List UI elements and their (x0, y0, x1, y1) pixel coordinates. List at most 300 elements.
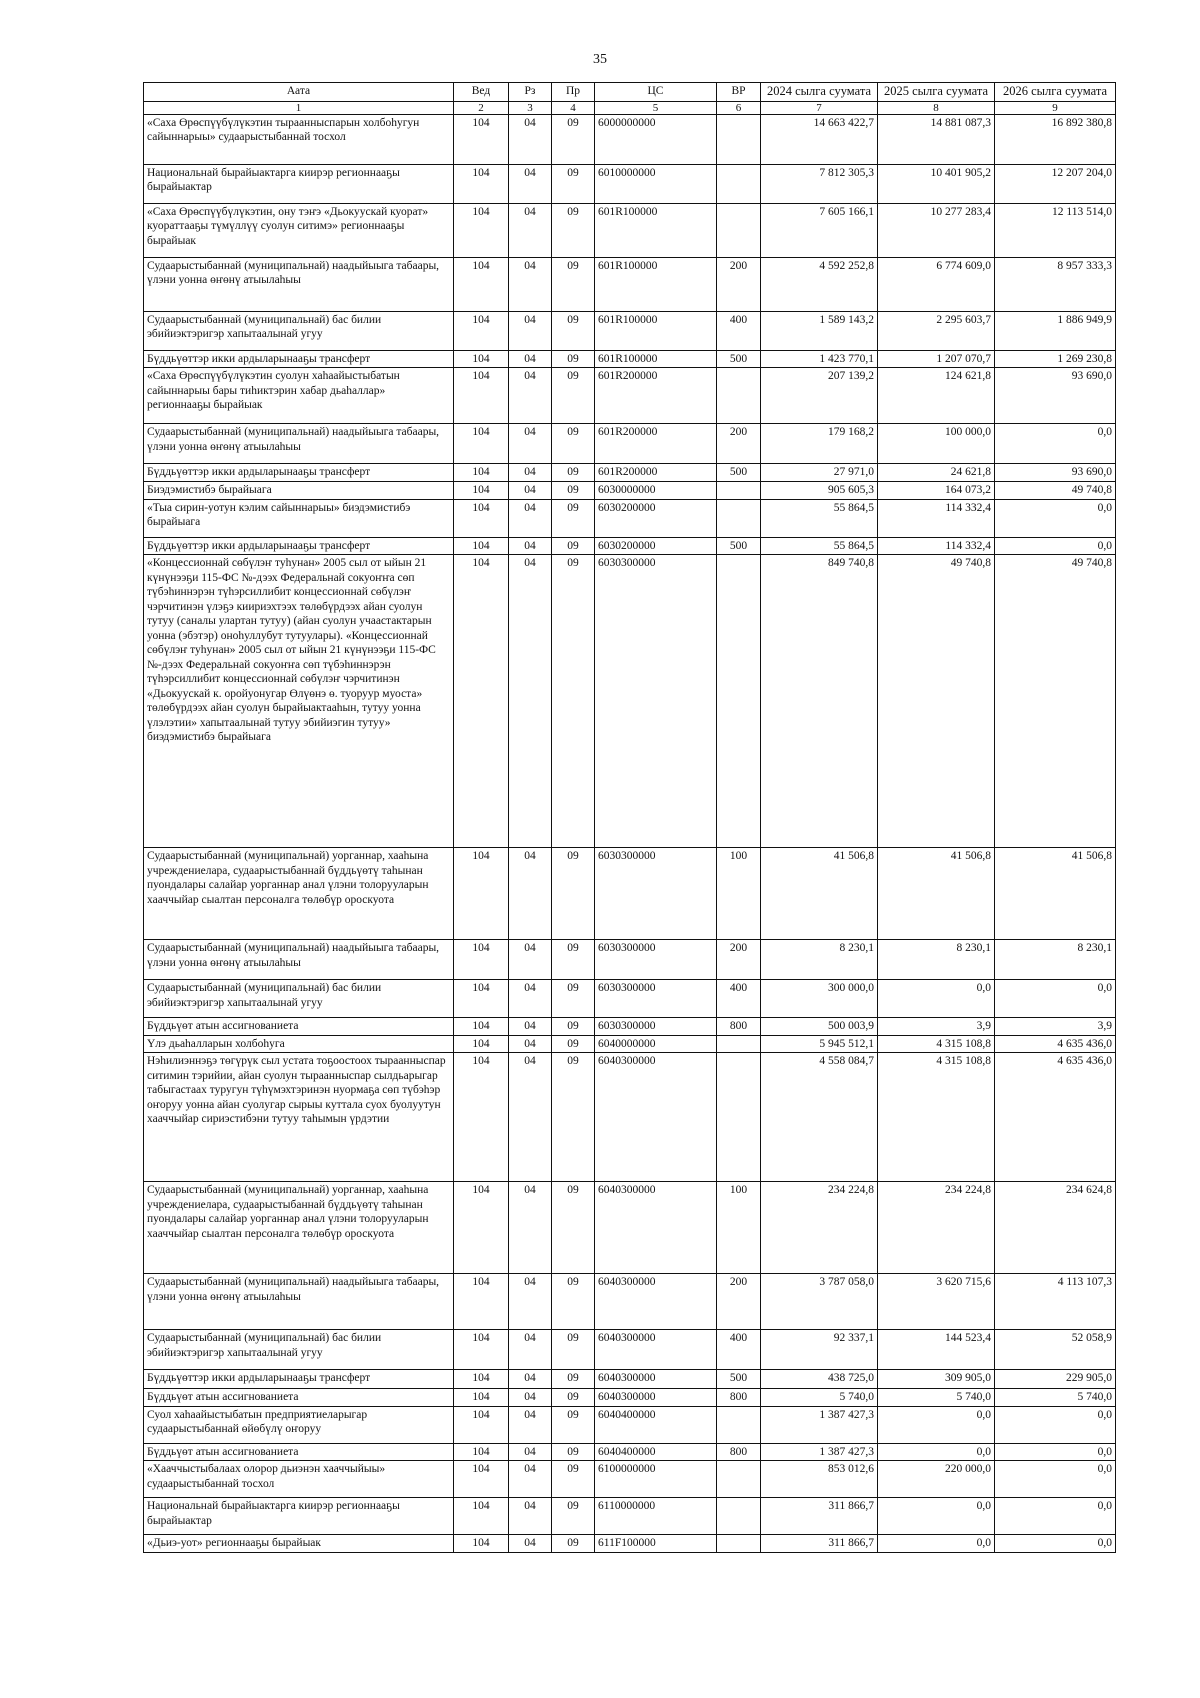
column-number-row (144, 101, 1116, 114)
row-cs: 6040000000 (595, 1035, 717, 1052)
row-vr (717, 1406, 761, 1443)
row-pr: 09 (552, 980, 595, 1018)
table-row (144, 1443, 1116, 1460)
column-number: 7 (761, 101, 878, 114)
row-pr: 09 (552, 1035, 595, 1052)
row-cs: 6040300000 (595, 1330, 717, 1370)
row-amount-2026: 1 886 949,9 (995, 311, 1116, 350)
row-amount-2025: 1 207 070,7 (878, 350, 995, 367)
row-amount-2025: 49 740,8 (878, 555, 995, 848)
row-amount-2024: 1 423 770,1 (761, 350, 878, 367)
row-amount-2025: 5 740,0 (878, 1389, 995, 1406)
row-cs: 611F100000 (595, 1535, 717, 1553)
budget-table (143, 82, 1116, 1553)
header-2024: 2024 сылга суумата (761, 83, 878, 102)
row-name: «Саха Өрөспүүбүлүкэтин, ону тэҥэ «Дьокуускай куорат» куораттааҕы түмүллүү суолун ситимэ» регионнааҕы бырайыак (144, 203, 454, 257)
row-ved: 104 (454, 482, 509, 499)
row-pr: 09 (552, 940, 595, 980)
row-amount-2026: 0,0 (995, 1535, 1116, 1553)
row-ved: 104 (454, 848, 509, 940)
row-amount-2026: 0,0 (995, 424, 1116, 464)
row-vr (717, 1461, 761, 1498)
row-amount-2026: 234 624,8 (995, 1182, 1116, 1274)
row-amount-2025: 4 315 108,8 (878, 1035, 995, 1052)
row-amount-2026: 49 740,8 (995, 482, 1116, 499)
row-amount-2025: 41 506,8 (878, 848, 995, 940)
row-ved: 104 (454, 203, 509, 257)
row-name: «Хааччыстыбалаах олорор дьиэнэн хааччыйыы» судаарыстыбаннай тосхол (144, 1461, 454, 1498)
row-pr: 09 (552, 203, 595, 257)
row-amount-2025: 0,0 (878, 1498, 995, 1535)
row-rz: 04 (509, 499, 552, 537)
row-amount-2025: 220 000,0 (878, 1461, 995, 1498)
row-cs: 6010000000 (595, 164, 717, 203)
row-amount-2024: 14 663 422,7 (761, 114, 878, 164)
row-name: Судаарыстыбаннай (муниципальнай) наадыйыыга табаары, үлэни уонна өҥөнү атыылаһыы (144, 1274, 454, 1330)
row-amount-2025: 8 230,1 (878, 940, 995, 980)
row-ved: 104 (454, 464, 509, 482)
row-name: Судаарыстыбаннай (муниципальнай) уорганнар, хааһына учреждениелара, судаарыстыбаннай бүддьүөтү таһынан пуондалары салайар уорганнар анал үлэни толорууларын хааччыйар сыалтан персоналга төлөбүр ороскуота (144, 848, 454, 940)
header-name: Аата (144, 83, 454, 102)
row-vr: 500 (717, 350, 761, 367)
row-pr: 09 (552, 482, 595, 499)
table-row (144, 1035, 1116, 1052)
row-pr: 09 (552, 1053, 595, 1182)
column-number: 1 (144, 101, 454, 114)
row-amount-2024: 7 605 166,1 (761, 203, 878, 257)
row-amount-2026: 3,9 (995, 1018, 1116, 1035)
header-2025: 2025 сылга суумата (878, 83, 995, 102)
row-amount-2024: 55 864,5 (761, 499, 878, 537)
row-ved: 104 (454, 980, 509, 1018)
row-amount-2024: 300 000,0 (761, 980, 878, 1018)
row-vr (717, 482, 761, 499)
row-rz: 04 (509, 1498, 552, 1535)
row-cs: 6040400000 (595, 1443, 717, 1460)
row-amount-2024: 7 812 305,3 (761, 164, 878, 203)
table-row (144, 1182, 1116, 1274)
row-amount-2024: 905 605,3 (761, 482, 878, 499)
table-row (144, 368, 1116, 424)
row-amount-2026: 4 113 107,3 (995, 1274, 1116, 1330)
row-cs: 601R100000 (595, 311, 717, 350)
row-rz: 04 (509, 464, 552, 482)
row-ved: 104 (454, 537, 509, 554)
row-cs: 601R100000 (595, 203, 717, 257)
row-amount-2024: 311 866,7 (761, 1498, 878, 1535)
row-cs: 6030200000 (595, 537, 717, 554)
row-rz: 04 (509, 257, 552, 311)
row-amount-2026: 16 892 380,8 (995, 114, 1116, 164)
row-amount-2024: 438 725,0 (761, 1370, 878, 1389)
row-rz: 04 (509, 940, 552, 980)
row-pr: 09 (552, 114, 595, 164)
row-ved: 104 (454, 1406, 509, 1443)
row-cs: 601R100000 (595, 257, 717, 311)
column-number: 8 (878, 101, 995, 114)
row-ved: 104 (454, 1182, 509, 1274)
table-row (144, 1406, 1116, 1443)
row-pr: 09 (552, 1182, 595, 1274)
row-amount-2024: 27 971,0 (761, 464, 878, 482)
row-amount-2025: 3 620 715,6 (878, 1274, 995, 1330)
row-vr: 100 (717, 848, 761, 940)
row-cs: 6110000000 (595, 1498, 717, 1535)
row-vr: 400 (717, 311, 761, 350)
row-ved: 104 (454, 499, 509, 537)
row-rz: 04 (509, 482, 552, 499)
header-pr: Пр (552, 83, 595, 102)
row-cs: 6030300000 (595, 940, 717, 980)
table-row (144, 1330, 1116, 1370)
row-amount-2025: 10 401 905,2 (878, 164, 995, 203)
page-number: 35 (593, 52, 607, 67)
row-amount-2024: 1 589 143,2 (761, 311, 878, 350)
table-row (144, 1498, 1116, 1535)
row-ved: 104 (454, 1370, 509, 1389)
row-cs: 6040300000 (595, 1389, 717, 1406)
row-cs: 6040300000 (595, 1370, 717, 1389)
row-rz: 04 (509, 1370, 552, 1389)
row-pr: 09 (552, 1370, 595, 1389)
row-amount-2024: 207 139,2 (761, 368, 878, 424)
row-vr (717, 368, 761, 424)
row-name: Суол хаһаайыстыбатын предприятиеларыгар судаарыстыбаннай өйөбүлү оҥоруу (144, 1406, 454, 1443)
row-amount-2025: 0,0 (878, 980, 995, 1018)
row-ved: 104 (454, 1053, 509, 1182)
row-name: Бүддьүөт атын ассигнованиета (144, 1018, 454, 1035)
row-rz: 04 (509, 1461, 552, 1498)
row-ved: 104 (454, 1035, 509, 1052)
row-rz: 04 (509, 1535, 552, 1553)
row-amount-2026: 12 113 514,0 (995, 203, 1116, 257)
table-row (144, 257, 1116, 311)
row-pr: 09 (552, 424, 595, 464)
header-vr: ВР (717, 83, 761, 102)
row-cs: 6030000000 (595, 482, 717, 499)
row-vr (717, 499, 761, 537)
row-cs: 6100000000 (595, 1461, 717, 1498)
row-rz: 04 (509, 848, 552, 940)
row-cs: 6030300000 (595, 555, 717, 848)
row-amount-2025: 10 277 283,4 (878, 203, 995, 257)
row-rz: 04 (509, 1330, 552, 1370)
row-pr: 09 (552, 257, 595, 311)
row-amount-2024: 4 558 084,7 (761, 1053, 878, 1182)
row-name: Бүддьүөттэр икки ардыларынааҕы трансферт (144, 350, 454, 367)
table-row (144, 1535, 1116, 1553)
row-amount-2024: 41 506,8 (761, 848, 878, 940)
row-pr: 09 (552, 368, 595, 424)
header-rz: Рз (509, 83, 552, 102)
row-amount-2024: 8 230,1 (761, 940, 878, 980)
column-number: 4 (552, 101, 595, 114)
table-row (144, 1389, 1116, 1406)
row-ved: 104 (454, 164, 509, 203)
row-vr (717, 203, 761, 257)
row-ved: 104 (454, 1461, 509, 1498)
row-vr (717, 555, 761, 848)
row-ved: 104 (454, 940, 509, 980)
row-vr: 400 (717, 1330, 761, 1370)
row-name: Национальнай бырайыактарга киирэр регионнааҕы бырайыактар (144, 164, 454, 203)
header-cs: ЦС (595, 83, 717, 102)
row-amount-2026: 49 740,8 (995, 555, 1116, 848)
row-pr: 09 (552, 537, 595, 554)
row-cs: 6030300000 (595, 980, 717, 1018)
row-pr: 09 (552, 311, 595, 350)
row-ved: 104 (454, 1498, 509, 1535)
row-cs: 6030300000 (595, 1018, 717, 1035)
row-pr: 09 (552, 1330, 595, 1370)
row-cs: 601R100000 (595, 350, 717, 367)
table-row (144, 940, 1116, 980)
table-row (144, 164, 1116, 203)
header-ved: Вед (454, 83, 509, 102)
row-pr: 09 (552, 499, 595, 537)
row-amount-2026: 0,0 (995, 1443, 1116, 1460)
table-row (144, 1370, 1116, 1389)
row-pr: 09 (552, 1461, 595, 1498)
row-cs: 6040300000 (595, 1182, 717, 1274)
row-ved: 104 (454, 1389, 509, 1406)
row-amount-2026: 8 957 333,3 (995, 257, 1116, 311)
row-name: Судаарыстыбаннай (муниципальнай) уорганнар, хааһына учреждениелара, судаарыстыбаннай бүддьүөтү таһынан пуондалары салайар уорганнар анал үлэни толорууларын хааччыйар сыалтан персоналга төлөбүр ороскуота (144, 1182, 454, 1274)
row-ved: 104 (454, 1535, 509, 1553)
column-number: 2 (454, 101, 509, 114)
row-amount-2025: 6 774 609,0 (878, 257, 995, 311)
row-amount-2026: 93 690,0 (995, 464, 1116, 482)
row-rz: 04 (509, 1018, 552, 1035)
row-cs: 601R200000 (595, 424, 717, 464)
row-amount-2026: 8 230,1 (995, 940, 1116, 980)
row-vr: 800 (717, 1443, 761, 1460)
row-ved: 104 (454, 1330, 509, 1370)
table-row (144, 537, 1116, 554)
row-amount-2026: 12 207 204,0 (995, 164, 1116, 203)
table-row (144, 555, 1116, 848)
column-number: 9 (995, 101, 1116, 114)
row-vr: 200 (717, 940, 761, 980)
row-amount-2026: 4 635 436,0 (995, 1035, 1116, 1052)
row-name: Нэһилиэннэҕэ төгүрүк сыл устата тоҕоостоох тыраанныспар ситимин тэрийии, айан суолун тыраанныспар сылдьарыгар табыгастаах туругун түһүмэхтэринэн нуормаҕа сөп түбэһэр оҥоруу уонна айан суолугар сырыы куттала суох буолуутун хааччыйар сириэстибэни тутуу таһымын үрдэтии (144, 1053, 454, 1182)
row-vr: 500 (717, 1370, 761, 1389)
row-amount-2025: 0,0 (878, 1406, 995, 1443)
table-row (144, 464, 1116, 482)
row-ved: 104 (454, 424, 509, 464)
table-row (144, 1018, 1116, 1035)
table-row (144, 203, 1116, 257)
table-row (144, 848, 1116, 940)
row-amount-2024: 3 787 058,0 (761, 1274, 878, 1330)
row-name: Үлэ дьаһалларын холбоһуга (144, 1035, 454, 1052)
row-amount-2024: 4 592 252,8 (761, 257, 878, 311)
row-ved: 104 (454, 257, 509, 311)
row-name: Бүддьүөт атын ассигнованиета (144, 1389, 454, 1406)
row-amount-2026: 41 506,8 (995, 848, 1116, 940)
row-ved: 104 (454, 1443, 509, 1460)
row-name: Судаарыстыбаннай (муниципальнай) бас билии эбийиэктэригэр хапытаалынай угуу (144, 980, 454, 1018)
table-row (144, 1461, 1116, 1498)
row-rz: 04 (509, 1182, 552, 1274)
row-amount-2026: 0,0 (995, 980, 1116, 1018)
row-amount-2025: 234 224,8 (878, 1182, 995, 1274)
row-amount-2024: 1 387 427,3 (761, 1406, 878, 1443)
row-vr: 800 (717, 1018, 761, 1035)
row-rz: 04 (509, 1053, 552, 1182)
row-rz: 04 (509, 1389, 552, 1406)
row-rz: 04 (509, 1443, 552, 1460)
row-amount-2024: 92 337,1 (761, 1330, 878, 1370)
row-amount-2025: 309 905,0 (878, 1370, 995, 1389)
row-cs: 6040300000 (595, 1053, 717, 1182)
row-amount-2024: 234 224,8 (761, 1182, 878, 1274)
row-vr (717, 164, 761, 203)
row-name: «Саха Өрөспүүбүлүкэтин суолун хаһаайыстыбатын сайыннарыы бары тиһиктэрин хабар дьаһаллар» регионнааҕы бырайыак (144, 368, 454, 424)
row-amount-2026: 4 635 436,0 (995, 1053, 1116, 1182)
row-rz: 04 (509, 980, 552, 1018)
table-row (144, 980, 1116, 1018)
header-row (144, 83, 1116, 102)
row-amount-2025: 114 332,4 (878, 499, 995, 537)
row-amount-2024: 179 168,2 (761, 424, 878, 464)
table-body (144, 114, 1116, 1552)
row-rz: 04 (509, 1035, 552, 1052)
row-pr: 09 (552, 1018, 595, 1035)
row-amount-2025: 0,0 (878, 1535, 995, 1553)
row-vr (717, 114, 761, 164)
row-rz: 04 (509, 424, 552, 464)
row-amount-2024: 5 740,0 (761, 1389, 878, 1406)
row-cs: 6000000000 (595, 114, 717, 164)
row-name: Судаарыстыбаннай (муниципальнай) наадыйыыга табаары, үлэни уонна өҥөнү атыылаһыы (144, 940, 454, 980)
row-rz: 04 (509, 311, 552, 350)
row-vr: 800 (717, 1389, 761, 1406)
row-name: Судаарыстыбаннай (муниципальнай) бас билии эбийиэктэригэр хапытаалынай угуу (144, 311, 454, 350)
row-cs: 601R200000 (595, 368, 717, 424)
row-amount-2026: 1 269 230,8 (995, 350, 1116, 367)
row-name: Судаарыстыбаннай (муниципальнай) наадыйыыга табаары, үлэни уонна өҥөнү атыылаһыы (144, 424, 454, 464)
row-vr (717, 1053, 761, 1182)
row-ved: 104 (454, 1274, 509, 1330)
row-amount-2025: 2 295 603,7 (878, 311, 995, 350)
row-amount-2026: 93 690,0 (995, 368, 1116, 424)
row-vr: 500 (717, 537, 761, 554)
row-amount-2026: 52 058,9 (995, 1330, 1116, 1370)
table-row (144, 482, 1116, 499)
row-pr: 09 (552, 1274, 595, 1330)
row-ved: 104 (454, 311, 509, 350)
row-amount-2026: 0,0 (995, 1406, 1116, 1443)
row-pr: 09 (552, 1406, 595, 1443)
row-amount-2025: 24 621,8 (878, 464, 995, 482)
row-amount-2024: 849 740,8 (761, 555, 878, 848)
row-vr: 100 (717, 1182, 761, 1274)
row-name: «Дьиэ-уот» регионнааҕы бырайыак (144, 1535, 454, 1553)
row-name: Бүддьүөттэр икки ардыларынааҕы трансферт (144, 464, 454, 482)
row-pr: 09 (552, 1535, 595, 1553)
row-amount-2026: 0,0 (995, 1461, 1116, 1498)
row-amount-2026: 0,0 (995, 537, 1116, 554)
header-2026: 2026 сылга суумата (995, 83, 1116, 102)
row-ved: 104 (454, 114, 509, 164)
row-amount-2026: 5 740,0 (995, 1389, 1116, 1406)
row-amount-2025: 164 073,2 (878, 482, 995, 499)
row-name: Судаарыстыбаннай (муниципальнай) бас билии эбийиэктэригэр хапытаалынай угуу (144, 1330, 454, 1370)
table-row (144, 311, 1116, 350)
row-vr (717, 1035, 761, 1052)
row-rz: 04 (509, 164, 552, 203)
row-amount-2025: 3,9 (878, 1018, 995, 1035)
row-name: «Тыа сирин-уотун кэлим сайыннарыы» биэдэмистибэ бырайыага (144, 499, 454, 537)
row-rz: 04 (509, 1406, 552, 1443)
row-amount-2025: 114 332,4 (878, 537, 995, 554)
column-number: 6 (717, 101, 761, 114)
row-amount-2025: 100 000,0 (878, 424, 995, 464)
table-row (144, 499, 1116, 537)
row-amount-2024: 5 945 512,1 (761, 1035, 878, 1052)
column-number: 3 (509, 101, 552, 114)
row-vr: 200 (717, 424, 761, 464)
row-cs: 6030300000 (595, 848, 717, 940)
row-name: Бүддьүөттэр икки ардыларынааҕы трансферт (144, 537, 454, 554)
table-row (144, 114, 1116, 164)
table-row (144, 350, 1116, 367)
table-row (144, 424, 1116, 464)
row-vr: 200 (717, 1274, 761, 1330)
row-name: Биэдэмистибэ бырайыага (144, 482, 454, 499)
row-pr: 09 (552, 1389, 595, 1406)
row-cs: 6040300000 (595, 1274, 717, 1330)
row-ved: 104 (454, 368, 509, 424)
row-vr: 200 (717, 257, 761, 311)
row-vr: 400 (717, 980, 761, 1018)
row-name: «Концессионнай сөбүлэҥ туһунан» 2005 сыл от ыйын 21 күнүнээҕи 115-ФС №-дээх Федеральнай сокуоҥҥа сөп түбэһиннэрэн түһэрсиллибит концессионнай сөбүлэҥ чэрчитинэн үлэҕэ киириэхтээх төлөбүрдээх айан суолун тутуу (саналы улартан тутуу) (айан суолун учаастактарын уонна (эбэтэр) оноһуллубут тутуулары). «Концессионнай сөбүлэҥ туһунан» 2005 сыл от ыйын 21 күнүнээҕи 115-ФС №-дээх Федеральнай сокуоҥҥа сөп түбэһиннэрэн түһэрсиллибит концессионнай сөбүлэҥ чэрчитинэн «Дьокуускай к. оройуонугар Өлүөнэ ө. туоруур муоста» төлөбүрдээх айан суолун бырайыактааһын, тутуу уонна үлэлэтии» хапытаалынай тутуу эбийиэгин тутуу» биэдэмистибэ бырайыага (144, 555, 454, 848)
row-cs: 6040400000 (595, 1406, 717, 1443)
row-amount-2024: 853 012,6 (761, 1461, 878, 1498)
row-pr: 09 (552, 464, 595, 482)
row-rz: 04 (509, 537, 552, 554)
row-amount-2025: 14 881 087,3 (878, 114, 995, 164)
row-ved: 104 (454, 555, 509, 848)
row-amount-2026: 0,0 (995, 1498, 1116, 1535)
row-cs: 6030200000 (595, 499, 717, 537)
row-amount-2025: 124 621,8 (878, 368, 995, 424)
row-rz: 04 (509, 114, 552, 164)
row-ved: 104 (454, 350, 509, 367)
row-ved: 104 (454, 1018, 509, 1035)
row-amount-2024: 500 003,9 (761, 1018, 878, 1035)
row-amount-2025: 4 315 108,8 (878, 1053, 995, 1182)
row-name: Национальнай бырайыактарга киирэр регионнааҕы бырайыактар (144, 1498, 454, 1535)
row-name: Судаарыстыбаннай (муниципальнай) наадыйыыга табаары, үлэни уонна өҥөнү атыылаһыы (144, 257, 454, 311)
row-name: Бүддьүөт атын ассигнованиета (144, 1443, 454, 1460)
row-name: Бүддьүөттэр икки ардыларынааҕы трансферт (144, 1370, 454, 1389)
row-amount-2025: 144 523,4 (878, 1330, 995, 1370)
row-amount-2025: 0,0 (878, 1443, 995, 1460)
row-pr: 09 (552, 164, 595, 203)
row-rz: 04 (509, 203, 552, 257)
row-rz: 04 (509, 555, 552, 848)
row-pr: 09 (552, 848, 595, 940)
row-pr: 09 (552, 350, 595, 367)
row-rz: 04 (509, 350, 552, 367)
row-vr: 500 (717, 464, 761, 482)
row-rz: 04 (509, 1274, 552, 1330)
row-amount-2026: 229 905,0 (995, 1370, 1116, 1389)
column-number: 5 (595, 101, 717, 114)
row-pr: 09 (552, 1443, 595, 1460)
